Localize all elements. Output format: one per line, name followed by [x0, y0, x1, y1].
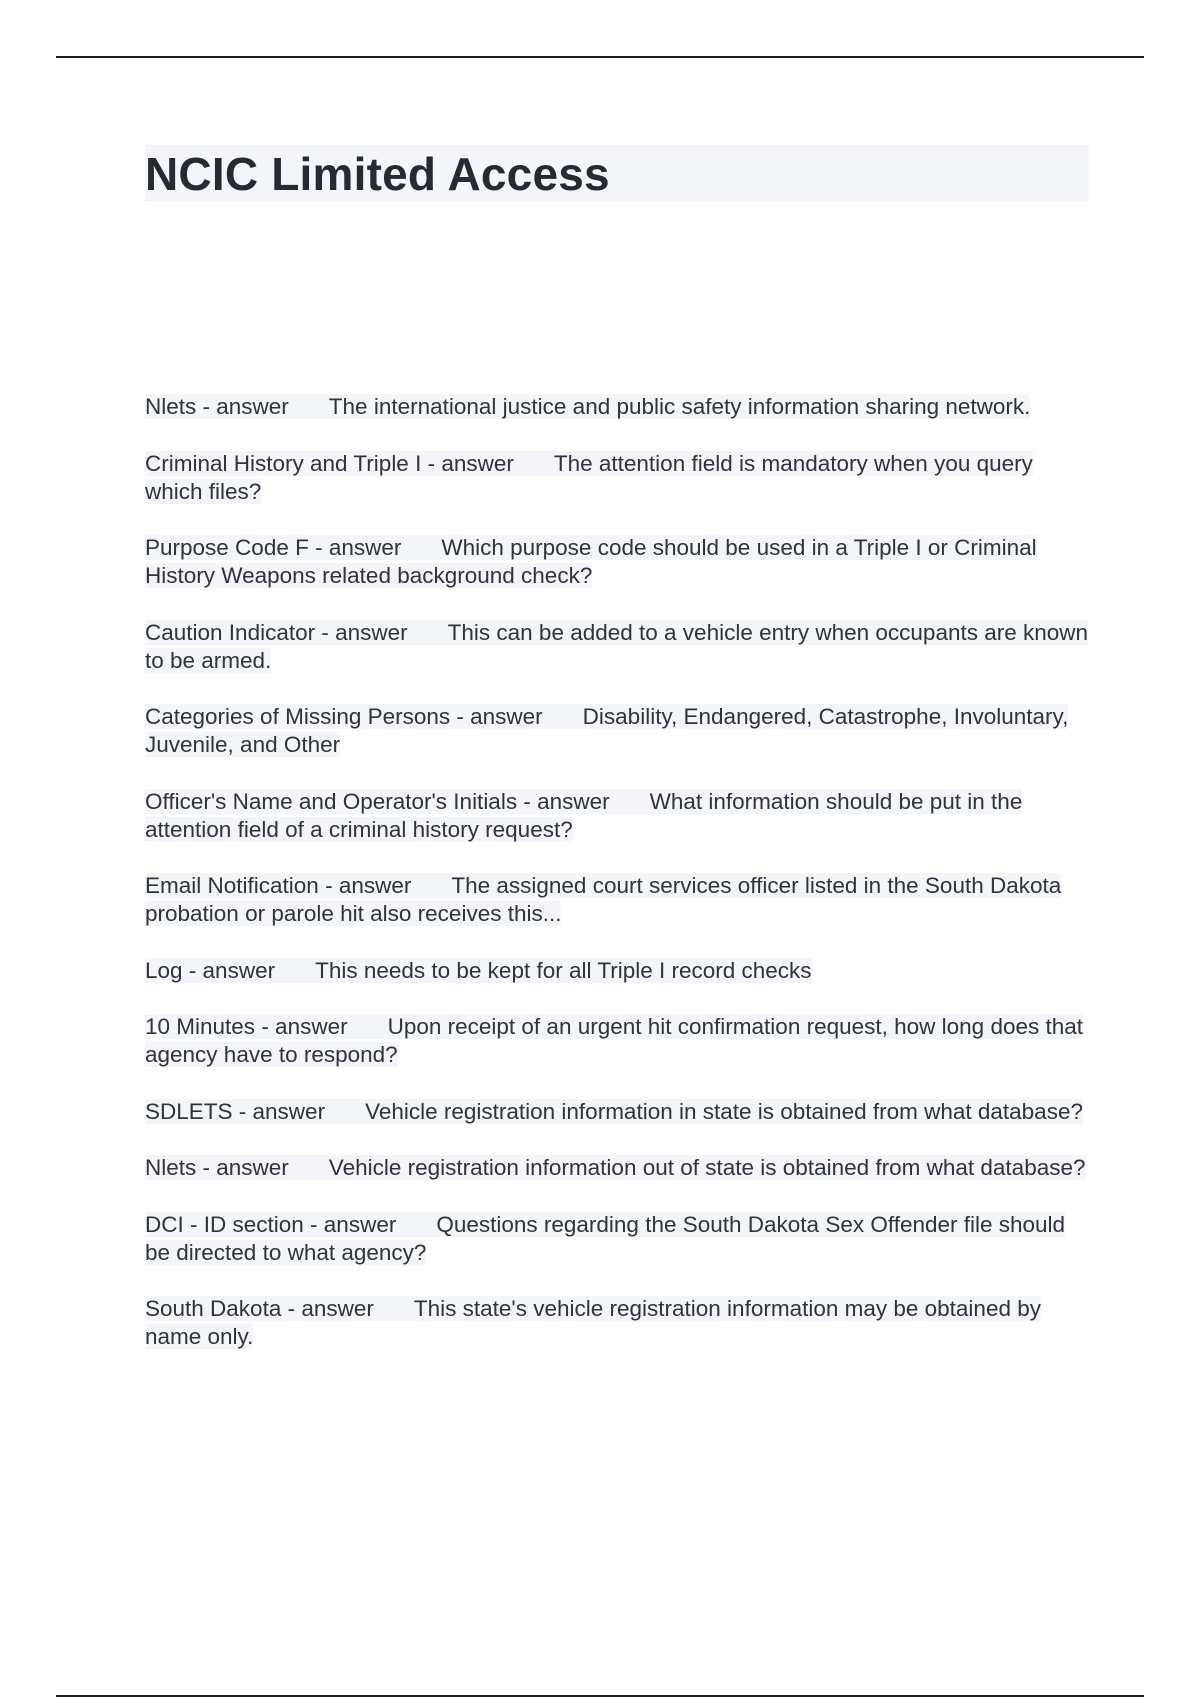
- qa-term: Email Notification: [145, 873, 319, 898]
- qa-separator: - answer: [303, 1211, 397, 1237]
- qa-separator: - answer: [517, 788, 610, 814]
- qa-definition: Upon receipt of an urgent hit confirmation request, how long does that agency have to respond?: [145, 1014, 1084, 1067]
- qa-definition: The assigned court services officer listed in the South Dakota probation or parole hit also receives this...: [145, 873, 1062, 926]
- qa-separator: - answer: [196, 394, 289, 419]
- qa-item: [145, 1154, 1095, 1182]
- qa-definition: This needs to be kept for all Triple I record checks: [315, 957, 812, 983]
- qa-separator: - answer: [421, 450, 514, 476]
- qa-item: [145, 450, 1095, 506]
- qa-term: Purpose Code F: [145, 535, 309, 560]
- qa-list: [145, 393, 1095, 1380]
- top-rule: [56, 56, 1144, 58]
- qa-separator: - answer: [450, 704, 543, 729]
- qa-term: Criminal History and Triple I: [145, 450, 422, 476]
- qa-item: [145, 534, 1095, 590]
- qa-item: [145, 957, 1095, 985]
- qa-item: [145, 1098, 1095, 1126]
- qa-separator: - answer: [232, 1098, 326, 1124]
- qa-definition: This state's vehicle registration information may be obtained by name only.: [145, 1296, 1041, 1349]
- qa-item: [145, 393, 1095, 421]
- qa-item: [145, 1211, 1095, 1267]
- qa-separator: - answer: [308, 535, 402, 560]
- qa-separator: - answer: [255, 1014, 348, 1039]
- qa-separator: - answer: [182, 957, 276, 983]
- page-title: NCIC Limited Access: [145, 148, 610, 200]
- qa-term: Nlets: [145, 1155, 197, 1180]
- qa-term: Categories of Missing Persons: [145, 704, 451, 729]
- qa-definition: Vehicle registration information out of state is obtained from what database?: [328, 1155, 1086, 1180]
- qa-item: [145, 703, 1095, 759]
- qa-item: [145, 619, 1095, 675]
- qa-definition: Disability, Endangered, Catastrophe, Involuntary, Juvenile, and Other: [145, 704, 1069, 757]
- qa-term: 10 Minutes: [145, 1014, 256, 1039]
- qa-definition: Which purpose code should be used in a Triple I or Criminal History Weapons related background check?: [145, 535, 1037, 588]
- qa-term: South Dakota: [145, 1296, 282, 1321]
- qa-term: Nlets: [145, 394, 197, 419]
- qa-item: [145, 788, 1095, 844]
- qa-definition: The international justice and public safety information sharing network.: [328, 394, 1031, 419]
- qa-item: [145, 872, 1095, 928]
- qa-separator: - answer: [196, 1155, 289, 1180]
- qa-term: DCI - ID section: [145, 1211, 304, 1237]
- qa-definition: What information should be put in the attention field of a criminal history request?: [145, 788, 1023, 842]
- qa-term: SDLETS: [145, 1098, 233, 1124]
- qa-item: [145, 1013, 1095, 1069]
- qa-item: [145, 1295, 1095, 1351]
- qa-separator: - answer: [315, 619, 408, 645]
- qa-term: Log: [145, 957, 183, 983]
- qa-definition: Vehicle registration information in state is obtained from what database?: [365, 1098, 1083, 1124]
- qa-definition: This can be added to a vehicle entry when occupants are known to be armed.: [145, 619, 1089, 673]
- qa-separator: - answer: [281, 1296, 374, 1321]
- bottom-rule: [56, 1695, 1144, 1697]
- qa-term: Officer's Name and Operator's Initials: [145, 788, 518, 814]
- qa-term: Caution Indicator: [145, 619, 316, 645]
- qa-separator: - answer: [318, 873, 412, 898]
- qa-definition: Questions regarding the South Dakota Sex Offender file should be directed to what agency?: [145, 1211, 1066, 1265]
- qa-definition: The attention field is mandatory when you query which files?: [145, 450, 1033, 504]
